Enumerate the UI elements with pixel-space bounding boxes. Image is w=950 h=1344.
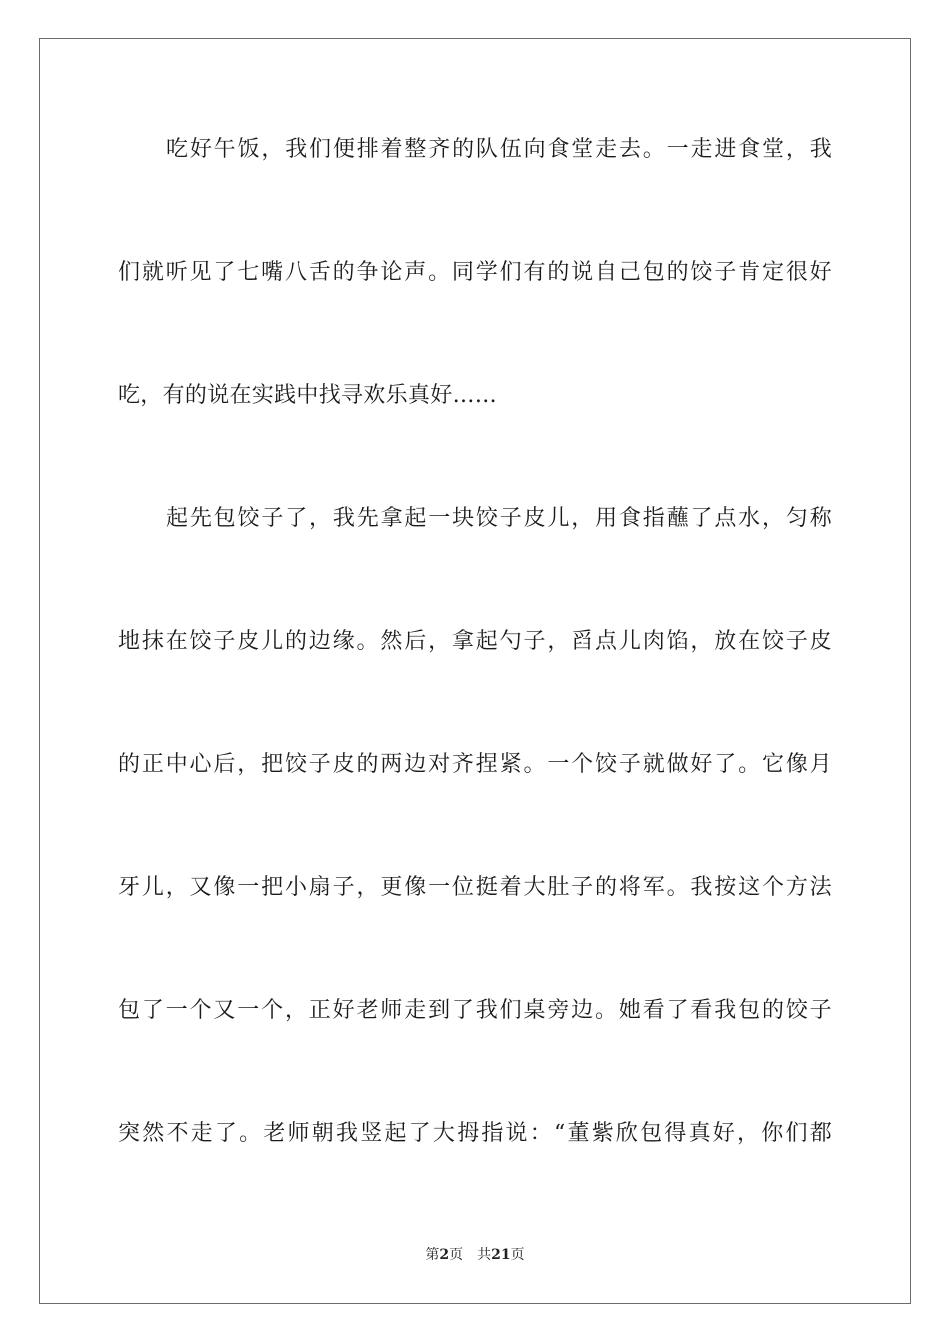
paragraph-2-line-1: 起先包饺子了，我先拿起一块饺子皮儿，用食指蘸了点水，匀称	[166, 506, 832, 531]
paragraph-2-line-4: 牙儿，又像一把小扇子，更像一位挺着大肚子的将军。我按这个方法	[118, 875, 832, 900]
paragraph-2-line-3: 的正中心后，把饺子皮的两边对齐捏紧。一个饺子就做好了。它像月	[118, 752, 832, 777]
paragraph-2-line-6: 突然不走了。老师朝我竖起了大拇指说：“董紫欣包得真好，你们都	[118, 1121, 832, 1146]
page-footer	[0, 1244, 950, 1264]
paragraph-1-line-3: 吃，有的说在实践中找寻欢乐真好……	[118, 383, 498, 408]
paragraph-2-line-2: 地抹在饺子皮儿的边缘。然后，拿起勺子，舀点儿肉馅，放在饺子皮	[118, 629, 832, 654]
page-suffix: 页	[449, 1247, 464, 1263]
page-prefix: 第	[425, 1247, 440, 1263]
total-prefix: 共	[477, 1247, 492, 1263]
total-page-count: 21	[491, 1247, 511, 1263]
paragraph-1-line-1: 吃好午饭，我们便排着整齐的队伍向食堂走去。一走进食堂，我	[166, 137, 832, 162]
paragraph-2-line-5: 包了一个又一个，正好老师走到了我们桌旁边。她看了看我包的饺子	[118, 998, 832, 1023]
paragraph-1-line-2: 们就听见了七嘴八舌的争论声。同学们有的说自己包的饺子肯定很好	[118, 260, 832, 285]
current-page-number: 2	[439, 1247, 450, 1263]
total-suffix: 页	[510, 1247, 525, 1263]
